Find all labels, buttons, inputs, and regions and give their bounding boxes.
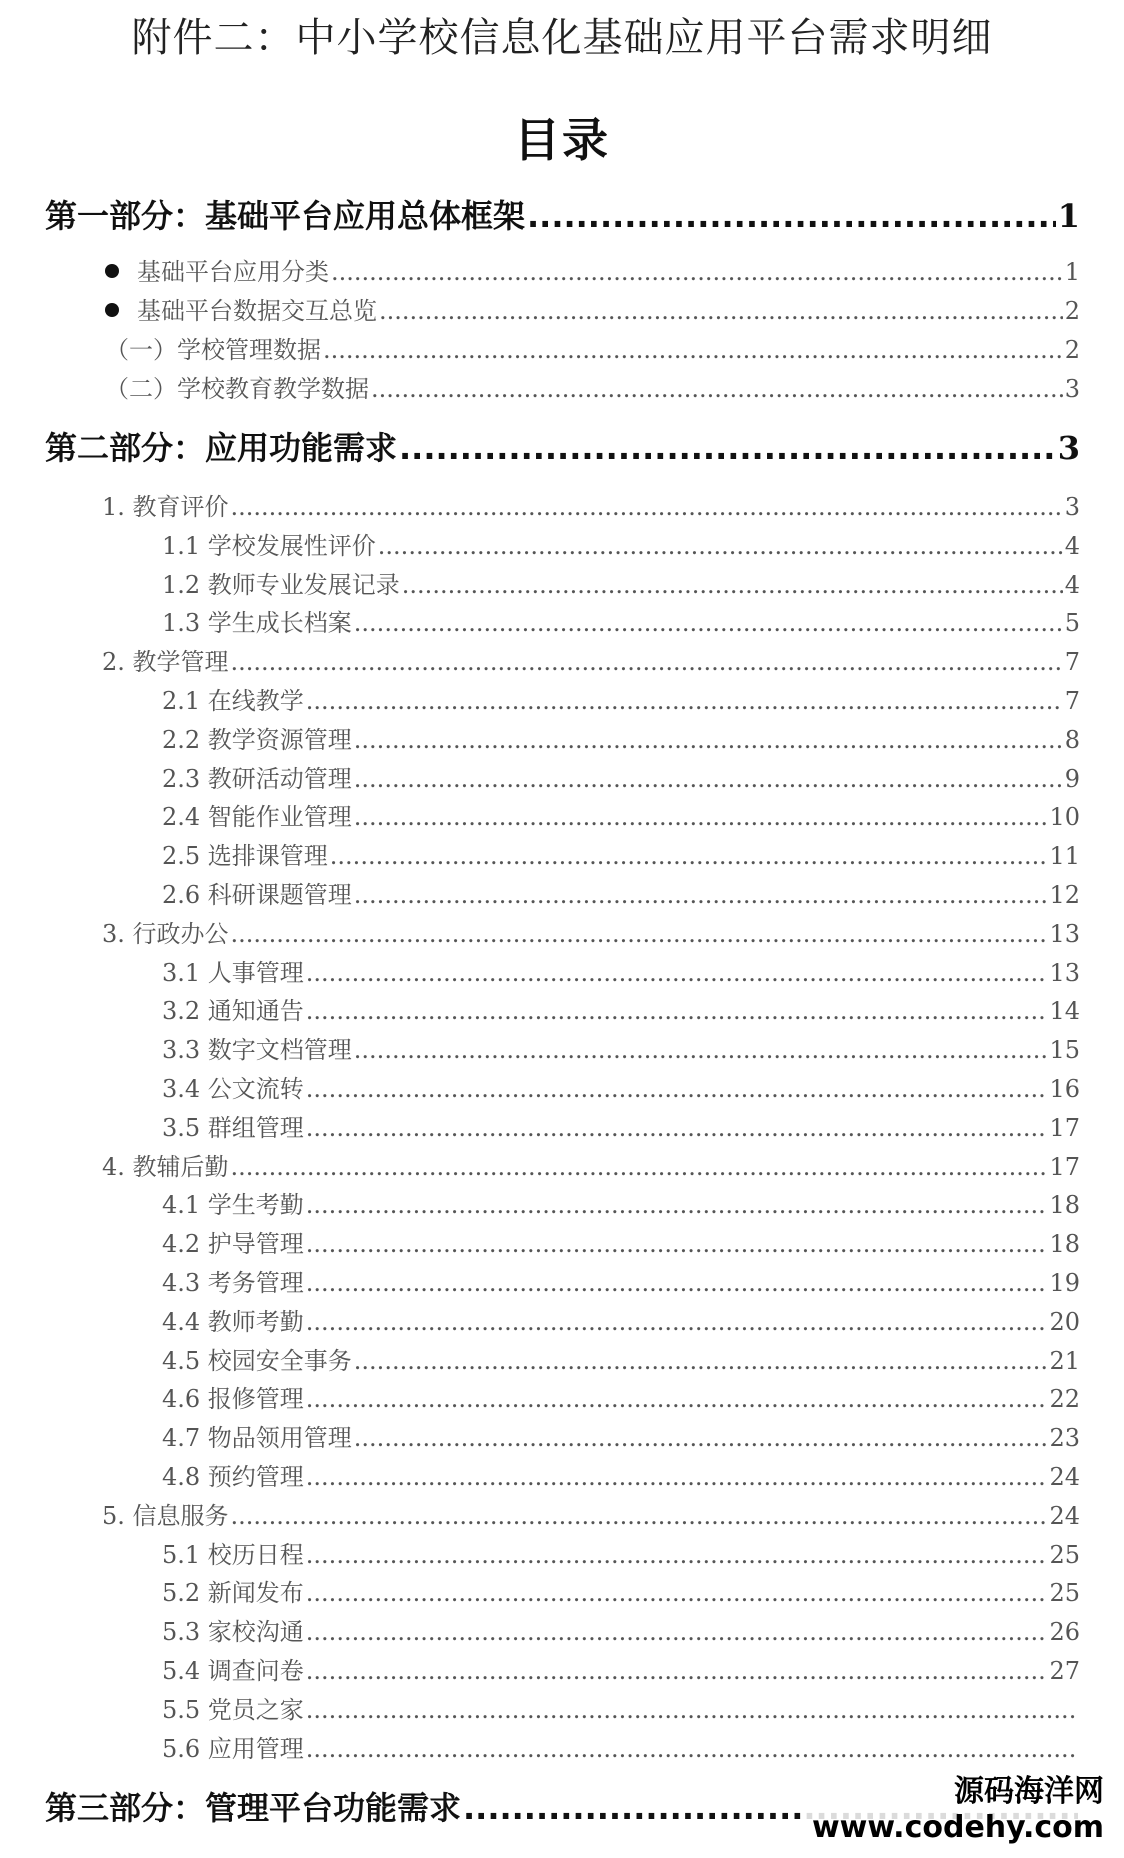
toc-entry-label: 3.4 公文流转 <box>162 1075 304 1103</box>
toc-subsection[interactable] <box>162 1033 1080 1067</box>
bullet-icon <box>105 264 119 278</box>
toc-page-number: 18 <box>1049 1191 1080 1219</box>
toc-page-number: 4 <box>1064 571 1080 599</box>
toc-entry-label: 4.1 学生考勤 <box>162 1191 304 1219</box>
toc-entry[interactable] <box>105 294 1080 328</box>
toc-entry[interactable] <box>105 372 1080 406</box>
toc-entry-label: 3.3 数字文档管理 <box>162 1036 352 1064</box>
leader-dots <box>354 606 1063 640</box>
toc-subsection[interactable] <box>162 839 1080 873</box>
toc-subsection[interactable] <box>162 606 1080 640</box>
toc-entry-label: 1.2 教师专业发展记录 <box>162 571 400 599</box>
toc-page-number: 24 <box>1049 1463 1080 1491</box>
toc-entry-label: 2.6 科研课题管理 <box>162 881 352 909</box>
leader-dots <box>306 1111 1048 1145</box>
toc-subsection[interactable] <box>162 1538 1080 1572</box>
leader-dots <box>231 490 1063 524</box>
toc-entry-label: 2.2 教学资源管理 <box>162 726 352 754</box>
toc-page-number: 27 <box>1049 1657 1080 1685</box>
toc-section[interactable] <box>102 645 1080 679</box>
toc-page-number: 14 <box>1049 997 1080 1025</box>
toc-entry-label: 1. 教育评价 <box>102 493 229 521</box>
leader-dots <box>306 1188 1048 1222</box>
leader-dots <box>306 1266 1048 1300</box>
leader-dots <box>371 372 1063 406</box>
toc-subsection[interactable] <box>162 1188 1080 1222</box>
leader-dots <box>306 1305 1048 1339</box>
toc-subsection[interactable] <box>162 1576 1080 1610</box>
toc-entry-label: 4.3 考务管理 <box>162 1269 304 1297</box>
toc-entry-label: （二）学校教育教学数据 <box>105 375 369 403</box>
toc-page-number: 17 <box>1049 1153 1080 1181</box>
toc-page-number: 24 <box>1049 1502 1080 1530</box>
leader-dots <box>354 1344 1048 1378</box>
toc-section[interactable] <box>102 490 1080 524</box>
leader-dots <box>330 839 1048 873</box>
toc-subsection[interactable] <box>162 1615 1080 1649</box>
toc-entry-label: 5.1 校历日程 <box>162 1541 304 1569</box>
leader-dots <box>306 1227 1048 1261</box>
toc-entry-label: 5.6 应用管理 <box>162 1735 304 1763</box>
toc-page-number: 16 <box>1049 1075 1080 1103</box>
toc-heading: 目录 <box>514 113 610 167</box>
watermark-url: www.codehy.com <box>811 1810 1104 1845</box>
toc-entry-label: 5. 信息服务 <box>102 1502 229 1530</box>
toc-page-number: 22 <box>1049 1385 1080 1413</box>
toc-subsection[interactable] <box>162 1693 1080 1727</box>
toc-page-number: 13 <box>1049 920 1080 948</box>
toc-page-number: 3 <box>1064 375 1080 403</box>
toc-page-number: 3 <box>1057 429 1080 467</box>
leader-dots <box>354 878 1048 912</box>
toc-subsection[interactable] <box>162 1266 1080 1300</box>
leader-dots <box>306 1654 1048 1688</box>
toc-entry-label: 4.4 教师考勤 <box>162 1308 304 1336</box>
toc-page-number: 26 <box>1049 1618 1080 1646</box>
toc-page-number: 4 <box>1064 532 1080 560</box>
leader-dots <box>306 1460 1048 1494</box>
toc-page-number: 18 <box>1049 1230 1080 1258</box>
leader-dots <box>399 426 1056 470</box>
toc-entry-label: 第二部分：应用功能需求 <box>45 429 398 467</box>
toc-subsection[interactable] <box>162 878 1080 912</box>
toc-entry-label: 5.3 家校沟通 <box>162 1618 304 1646</box>
toc-entry[interactable] <box>105 255 1080 289</box>
toc-page-number: 23 <box>1049 1424 1080 1452</box>
toc-page-number: 10 <box>1049 803 1080 831</box>
toc-entry-label: 2.4 智能作业管理 <box>162 803 352 831</box>
toc-page-number: 11 <box>1049 842 1080 870</box>
toc-page-number: 7 <box>1064 687 1080 715</box>
leader-dots <box>306 956 1048 990</box>
toc-subsection[interactable] <box>162 994 1080 1028</box>
leader-dots <box>354 1033 1048 1067</box>
toc-entry-label: 3.5 群组管理 <box>162 1114 304 1142</box>
toc-subsection[interactable] <box>162 529 1080 563</box>
leader-dots <box>306 1382 1048 1416</box>
leader-dots <box>354 762 1063 796</box>
toc-page-number: 1 <box>1064 258 1080 286</box>
toc-page-number: 19 <box>1049 1269 1080 1297</box>
document-title: 附件二：中小学校信息化基础应用平台需求明细 <box>131 15 993 61</box>
toc-entry-label: 4. 教辅后勤 <box>102 1153 229 1181</box>
toc-page-number: 13 <box>1049 959 1080 987</box>
toc-page-number: 17 <box>1049 1114 1080 1142</box>
leader-dots <box>306 994 1048 1028</box>
bullet-icon <box>105 303 119 317</box>
toc-entry-label: 基础平台应用分类 <box>137 258 329 286</box>
toc-entry-label: 4.8 预约管理 <box>162 1463 304 1491</box>
toc-page-number: 25 <box>1049 1541 1080 1569</box>
toc-page-number: 20 <box>1049 1308 1080 1336</box>
leader-dots <box>231 917 1048 951</box>
toc-entry-label: 4.2 护导管理 <box>162 1230 304 1258</box>
toc-subsection[interactable] <box>162 1421 1080 1455</box>
toc-subsection[interactable] <box>162 1111 1080 1145</box>
leader-dots <box>331 255 1063 289</box>
toc-entry-label: 2. 教学管理 <box>102 648 229 676</box>
toc-entry-label: 5.5 党员之家 <box>162 1696 304 1724</box>
toc-part-2[interactable] <box>45 426 1080 470</box>
toc-subsection[interactable] <box>162 1072 1080 1106</box>
toc-subsection[interactable] <box>162 684 1080 718</box>
leader-dots <box>354 800 1048 834</box>
toc-entry-label: 2.1 在线教学 <box>162 687 304 715</box>
toc-entry-label: 4.5 校园安全事务 <box>162 1347 352 1375</box>
toc-page-number: 21 <box>1049 1347 1080 1375</box>
toc-page-number: 9 <box>1064 765 1080 793</box>
toc-page-number: 7 <box>1064 648 1080 676</box>
toc-entry-label: 1.1 学校发展性评价 <box>162 532 376 560</box>
toc-entry-label: （一）学校管理数据 <box>105 336 321 364</box>
leader-dots <box>354 1421 1048 1455</box>
toc-page-number: 2 <box>1064 297 1080 325</box>
toc-entry-label: 2.3 教研活动管理 <box>162 765 352 793</box>
toc-entry-label: 1.3 学生成长档案 <box>162 609 352 637</box>
toc-subsection[interactable] <box>162 723 1080 757</box>
toc-subsection[interactable] <box>162 1227 1080 1261</box>
toc-page-number: 25 <box>1049 1579 1080 1607</box>
toc-entry-label: 3. 行政办公 <box>102 920 229 948</box>
toc-entry-label: 4.7 物品领用管理 <box>162 1424 352 1452</box>
leader-dots <box>306 1693 1078 1727</box>
toc-subsection[interactable] <box>162 568 1080 602</box>
leader-dots <box>306 1538 1048 1572</box>
leader-dots <box>231 1499 1048 1533</box>
toc-entry-label: 4.6 报修管理 <box>162 1385 304 1413</box>
leader-dots <box>306 1072 1048 1106</box>
toc-page-number: 1 <box>1057 197 1080 235</box>
toc-subsection[interactable] <box>162 1382 1080 1416</box>
toc-section[interactable] <box>102 917 1080 951</box>
leader-dots <box>527 194 1056 238</box>
toc-part-1[interactable] <box>45 194 1080 238</box>
toc-subsection[interactable] <box>162 1654 1080 1688</box>
leader-dots <box>306 1732 1078 1766</box>
leader-dots <box>306 684 1063 718</box>
toc-entry-label: 2.5 选排课管理 <box>162 842 328 870</box>
toc-page-number: 3 <box>1064 493 1080 521</box>
toc-section[interactable] <box>102 1499 1080 1533</box>
toc-entry-label: 3.1 人事管理 <box>162 959 304 987</box>
toc-page-number: 2 <box>1064 336 1080 364</box>
toc-subsection[interactable] <box>162 800 1080 834</box>
toc-section[interactable] <box>102 1150 1080 1184</box>
toc-entry-label: 第一部分：基础平台应用总体框架 <box>45 197 526 235</box>
leader-dots <box>402 568 1063 602</box>
leader-dots <box>323 333 1063 367</box>
toc-page-number: 15 <box>1049 1036 1080 1064</box>
leader-dots <box>379 294 1063 328</box>
toc-entry-label: 第三部分：管理平台功能需求 <box>45 1789 462 1827</box>
toc-subsection[interactable] <box>162 762 1080 796</box>
toc-subsection[interactable] <box>162 1732 1080 1766</box>
leader-dots <box>378 529 1063 563</box>
leader-dots <box>354 723 1063 757</box>
toc-page-number: 5 <box>1064 609 1080 637</box>
toc-subsection[interactable] <box>162 956 1080 990</box>
toc-entry-label: 5.2 新闻发布 <box>162 1579 304 1607</box>
toc-subsection[interactable] <box>162 1344 1080 1378</box>
leader-dots <box>231 1150 1048 1184</box>
toc-entry-label: 5.4 调查问卷 <box>162 1657 304 1685</box>
toc-entry[interactable] <box>105 333 1080 367</box>
watermark <box>806 1770 1110 1850</box>
toc-entry-label: 基础平台数据交互总览 <box>137 297 377 325</box>
toc-page-number: 12 <box>1049 881 1080 909</box>
toc-subsection[interactable] <box>162 1305 1080 1339</box>
watermark-name: 源码海洋网 <box>954 1774 1104 1809</box>
toc-subsection[interactable] <box>162 1460 1080 1494</box>
leader-dots <box>231 645 1063 679</box>
toc-page-number: 8 <box>1064 726 1080 754</box>
leader-dots <box>306 1576 1048 1610</box>
leader-dots <box>306 1615 1048 1649</box>
toc-entry-label: 3.2 通知通告 <box>162 997 304 1025</box>
